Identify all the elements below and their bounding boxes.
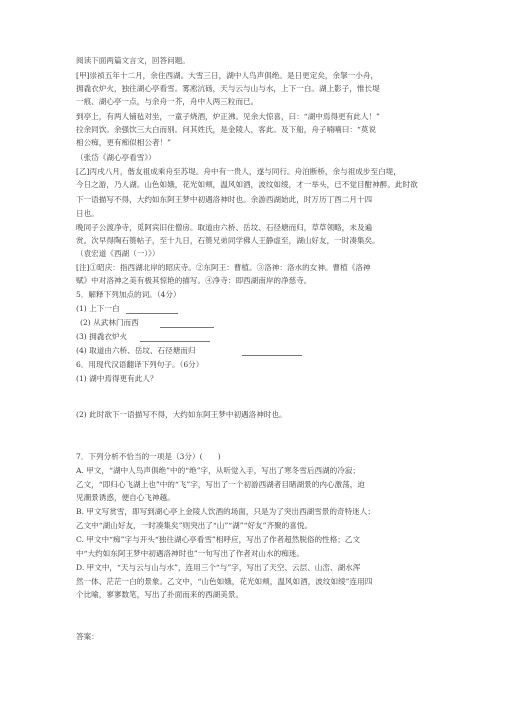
q5-stem: 5．解释下列加点的词。（4分） bbox=[76, 290, 181, 299]
passage-yi-line: 晚同子公渡净寺，觅阿宾旧住僧房。取道由六桥、岳坟、石径塘而归，草草领略，未及遍 bbox=[76, 223, 373, 232]
source-yi: （袁宏道《西湖（一）》） bbox=[76, 249, 160, 258]
passage-jia-line: 到亭上，有两人铺毡对坐，一童子烧酒，炉正沸。见余大惊喜，曰：“湖中焉得更有此人！” bbox=[76, 112, 380, 121]
q7-option-line: 见潮景诱惑，便自心飞神越。 bbox=[76, 493, 175, 502]
passage-jia-line: 拉余同饮。余强饮三大白而别。问其姓氏，是金陵人，客此。及下船，舟子喃喃曰：“莫说 bbox=[76, 125, 377, 134]
passage-jia-line: [甲]崇祯五年十二月，余住西湖。大雪三日，湖中人鸟声俱绝。是日更定矣，余拏一小舟， bbox=[76, 71, 379, 80]
source-jia: （张岱《湖心亭看雪》） bbox=[76, 153, 156, 162]
q5-item: (2) 从武林门而西 bbox=[80, 318, 139, 327]
passage-jia-line: 一痕、湖心亭一点，与余舟一芥，舟中人两三粒而已。 bbox=[76, 97, 259, 106]
q7-option-line: D. 甲文中，“天与云与山与水”，连用三个“与”字，写出了天空、云层、山峦、湖水浑 bbox=[76, 563, 361, 572]
passage-jia-line: 拥毳衣炉火，独往湖心亭看雪。雾凇沆砀，天与云与山与水，上下一白。湖上影子，惟长堤 bbox=[76, 84, 380, 93]
q6-item: (1) 湖中焉得更有此人？ bbox=[76, 374, 158, 383]
q7-option-line: 乙文，“即归心飞湖上也”中的“飞”字，写出了一个初游西湖者目睹湖景的内心激荡，迫 bbox=[76, 480, 365, 489]
q7-option-line: 中“大约如东阿王梦中初遇洛神时也”一句写出了作者对山水的痴迷。 bbox=[76, 549, 304, 558]
answer-label: 答案： bbox=[76, 632, 99, 641]
q6-item: (2) 此时欲下一语描写不得，大约如东阿王梦中初遇洛神时也。 bbox=[76, 410, 287, 419]
answer-blank[interactable] bbox=[126, 313, 178, 314]
passage-yi-line: [乙]丙戌八月，偕友祖成乘舟至苏堤。舟中有一贵人，遂与同行。舟泊断桥，余与祖成步至白堤， bbox=[76, 167, 401, 176]
q7-option-line: 个比喻，寥寥数笔，写出了扑面而来的西湖美景。 bbox=[76, 590, 244, 599]
answer-blank[interactable] bbox=[160, 327, 214, 328]
passage-yi-line: 今日之游，乃人湖。山色如娥，花光如颊，温风如酒，波纹如绫，才一举头，已不觉目酣神醉。此时欲 bbox=[76, 180, 418, 189]
q7-stem: 7．下列分析不恰当的一项是（3分）( ) bbox=[76, 452, 221, 461]
passage-yi-line: 下一语描写不得，大约如东阿王梦中初遇洛神时也。余游西湖始此，时万历丁酉二月十四 bbox=[76, 195, 373, 204]
q7-option-line: A. 甲文，“湖中人鸟声俱绝”中的“绝”字，从听觉入手，写出了寒冬雪后西湖的冷寂； bbox=[76, 466, 361, 475]
q7-option-line: 然一体、茫茫一白的景象。乙文中，“山色如娥，花光如颊，温风如酒，波纹如绫”连用四 bbox=[76, 577, 373, 586]
notes-line: [注]①昭庆：指西湖北岸的昭庆寺。②东阿王：曹植。③洛神：洛水的女神。曹植《洛神 bbox=[76, 263, 371, 272]
q6-stem: 6．用现代汉语翻译下列句子。（6分） bbox=[76, 360, 204, 369]
passage-yi-line: 日也。 bbox=[76, 209, 99, 218]
q7-option-line: B. 甲文写赏雪，即写到湖心亭上金陵人饮酒的场面，只是为了突出西湖雪景的奇特迷人； bbox=[76, 507, 375, 516]
answer-blank[interactable] bbox=[140, 341, 210, 342]
q7-option-line: C. 甲文中“痴”字与开头“独往湖心亭看雪”相呼应，写出了作者超然脱俗的性格；乙文 bbox=[76, 535, 361, 544]
passage-jia-line: 相公痴，更有痴似相公者！” bbox=[76, 138, 172, 147]
q7-option-line: 乙文中“湖山好友，一时凑集矣”则突出了“山”“湖”“好友”齐聚的喜悦。 bbox=[76, 521, 313, 530]
answer-blank[interactable] bbox=[242, 355, 302, 356]
passage-yi-line: 赏。次早得陶石篑帖子，至十九日，石篑兄弟同学佛人王静虚至，湖山好友，一时凑集矣。 bbox=[76, 236, 380, 245]
q5-item: (4) 取道由六桥、岳坟、石径塘而归 bbox=[76, 346, 196, 355]
q5-item: (3) 拥毳衣炉火 bbox=[76, 332, 128, 341]
q5-item: (1) 上下一白 bbox=[76, 304, 120, 313]
notes-line: 赋》中对洛神之美有极其惊艳的描写。④净寺：即西湖南岸的净慈寺。 bbox=[76, 276, 312, 285]
instruction: 阅读下面两篇文言文，回答问题。 bbox=[76, 56, 190, 65]
